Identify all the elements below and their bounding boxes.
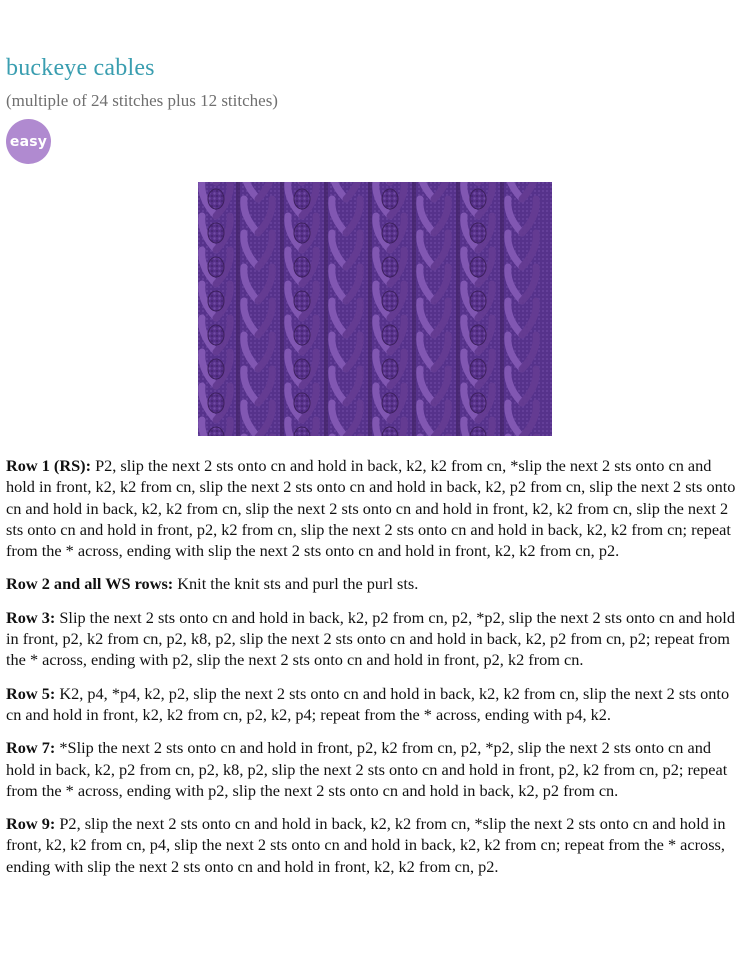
row-7-instruction: Row 7: *Slip the next 2 sts onto cn and hold in front, p2, k2 from cn, p2, *p2, slip the next 2 sts onto cn and hold in back, k2, p2 from cn, p2, k8, p2, slip the next 2 sts onto cn and hold in front, p2, k2 from cn, p2; repeat from the * across, ending with p2, slip the next 2 sts onto cn and hold in back, k2, p2 from cn.	[6, 738, 728, 800]
cable-columns	[198, 182, 552, 436]
page-title: buckeye cables	[6, 55, 155, 81]
row-9-instruction: Row 9: P2, slip the next 2 sts onto cn and hold in back, k2, k2 from cn, *slip the next 2 sts onto cn and hold in front, k2, k2 from cn, p4, slip the next 2 sts onto cn and hold in back, k2, k2 from cn; repeat from the * across, ending with slip the next 2 sts onto cn and hold in front, k2, k2 from cn, p2.	[6, 814, 726, 876]
difficulty-badge: easy	[6, 119, 51, 164]
row-5-instruction: Row 5: K2, p4, *p4, k2, p2, slip the next 2 sts onto cn and hold in back, k2, k2 from cn, slip the next 2 sts onto cn and hold in front, k2, k2 from cn, p2, k2, p4; repeat from the * across, ending with p4, k2.	[6, 683, 730, 724]
stitch-multiple-subtitle: (multiple of 24 stitches plus 12 stitches)	[6, 91, 278, 110]
swatch-shading	[198, 182, 552, 436]
row-2-instruction: Row 2 and all WS rows: Knit the knit sts and purl the purl sts.	[6, 574, 419, 594]
row-3-instruction: Row 3: Slip the next 2 sts onto cn and hold in back, k2, p2 from cn, p2, *p2, slip the next 2 sts onto cn and hold in front, p2, k2 from cn, p2, k8, p2, slip the next 2 sts onto cn and hold in back, k2, p2 from cn, p2; repeat from the * across, ending with p2, slip the next 2 sts onto cn and hold in front, p2, k2 from cn.	[6, 607, 735, 670]
row-1-instruction: Row 1 (RS): P2, slip the next 2 sts onto cn and hold in back, k2, k2 from cn, *slip the next 2 sts onto cn and hold in front, k2, k2 from cn, slip the next 2 sts onto cn and hold in back, k2, p2 from cn, slip the next 2 sts onto cn and hold in back, k2, k2 from cn, slip the next 2 sts onto cn and hold in front, k2, k2 from cn, slip the next 2 sts onto cn and hold in front, p2, k2 from cn, slip the next 2 sts onto cn and hold in back, k2, k2 from cn; repeat from the * across, ending with slip the next 2 sts onto cn and hold in front, k2, k2 from cn, p2.	[6, 456, 736, 561]
knitted-swatch-photo	[198, 182, 552, 436]
pattern-instructions	[6, 455, 744, 889]
